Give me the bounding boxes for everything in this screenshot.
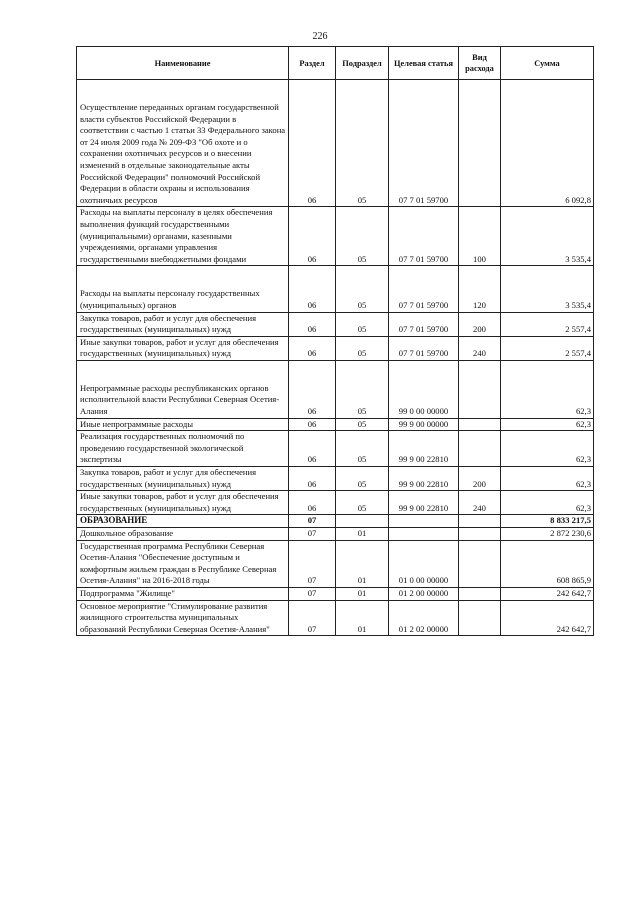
row-name: Непрограммные расходы республиканских органов исполнительной власти Республики Северная Осетия-Алания	[77, 360, 289, 418]
row-amount: 3 535,4	[501, 207, 594, 266]
row-section: 07	[289, 540, 336, 587]
row-amount: 242 642,7	[501, 587, 594, 600]
row-subsection: 05	[336, 431, 389, 467]
row-subsection: 01	[336, 528, 389, 541]
row-name: Реализация государственных полномочий по проведению государственной экологической экспертизы	[77, 431, 289, 467]
table-row	[77, 418, 594, 431]
header-target: Целевая статья	[389, 47, 459, 80]
table-row	[77, 528, 594, 541]
row-type: 240	[459, 491, 501, 515]
row-name: Дошкольное образование	[77, 528, 289, 541]
row-type	[459, 515, 501, 528]
row-target: 99 9 00 00000	[389, 418, 459, 431]
row-target: 01 2 02 00000	[389, 600, 459, 636]
row-type	[459, 600, 501, 636]
row-amount: 2 557,4	[501, 336, 594, 360]
row-section: 06	[289, 207, 336, 266]
table-row-section-total	[77, 515, 594, 528]
row-target: 01 0 00 00000	[389, 540, 459, 587]
table-row	[77, 491, 594, 515]
row-target: 99 0 00 00000	[389, 360, 459, 418]
row-subsection: 05	[336, 418, 389, 431]
row-section: 06	[289, 418, 336, 431]
table-row	[77, 600, 594, 636]
row-type: 200	[459, 312, 501, 336]
row-target: 07 7 01 59700	[389, 336, 459, 360]
row-target	[389, 528, 459, 541]
row-type: 120	[459, 266, 501, 312]
row-section: 07	[289, 600, 336, 636]
row-target: 07 7 01 59700	[389, 312, 459, 336]
row-subsection: 01	[336, 587, 389, 600]
row-name: Расходы на выплаты персоналу в целях обеспечения выполнения функций государственными (муниципальными) органами, казенными учреждениями, органами управления государственными внебюджетными фондами	[77, 207, 289, 266]
header-name: Наименование	[77, 47, 289, 80]
row-subsection: 05	[336, 312, 389, 336]
table-header-row	[77, 47, 594, 80]
row-target: 99 9 00 22810	[389, 491, 459, 515]
row-amount: 62,3	[501, 431, 594, 467]
row-amount: 3 535,4	[501, 266, 594, 312]
row-section: 06	[289, 266, 336, 312]
table-row	[77, 312, 594, 336]
table-row	[77, 207, 594, 266]
row-section: 06	[289, 491, 336, 515]
row-target: 07 7 01 59700	[389, 207, 459, 266]
row-subsection: 01	[336, 540, 389, 587]
table-row	[77, 266, 594, 312]
row-name: Закупка товаров, работ и услуг для обеспечения государственных (муниципальных) нужд	[77, 467, 289, 491]
row-amount: 8 833 217,5	[501, 515, 594, 528]
row-target	[389, 515, 459, 528]
row-name: Подпрограмма "Жилище"	[77, 587, 289, 600]
row-amount: 2 557,4	[501, 312, 594, 336]
row-name: Иные закупки товаров, работ и услуг для обеспечения государственных (муниципальных) нужд	[77, 336, 289, 360]
row-subsection: 05	[336, 80, 389, 207]
header-section: Раздел	[289, 47, 336, 80]
row-amount: 62,3	[501, 491, 594, 515]
row-section: 06	[289, 431, 336, 467]
row-subsection	[336, 515, 389, 528]
table-row	[77, 360, 594, 418]
page-number: 226	[312, 31, 328, 42]
row-subsection: 05	[336, 266, 389, 312]
row-type	[459, 80, 501, 207]
row-amount: 2 872 230,6	[501, 528, 594, 541]
row-amount: 6 092,8	[501, 80, 594, 207]
row-type	[459, 418, 501, 431]
row-type	[459, 587, 501, 600]
row-type	[459, 540, 501, 587]
row-section: 06	[289, 312, 336, 336]
row-section: 07	[289, 587, 336, 600]
row-name: Основное мероприятие "Стимулирование развития жилищного строительства муниципальных образований Республики Северная Осетия-Алания"	[77, 600, 289, 636]
row-subsection: 01	[336, 600, 389, 636]
row-subsection: 05	[336, 336, 389, 360]
row-name: Иные закупки товаров, работ и услуг для обеспечения государственных (муниципальных) нужд	[77, 491, 289, 515]
table-row	[77, 467, 594, 491]
row-section: 06	[289, 80, 336, 207]
row-type: 240	[459, 336, 501, 360]
row-type: 100	[459, 207, 501, 266]
table-row	[77, 587, 594, 600]
row-section: 07	[289, 528, 336, 541]
row-target: 01 2 00 00000	[389, 587, 459, 600]
row-subsection: 05	[336, 207, 389, 266]
row-section: 06	[289, 360, 336, 418]
row-section: 06	[289, 467, 336, 491]
budget-table	[76, 46, 594, 636]
row-amount: 62,3	[501, 418, 594, 431]
row-name: Расходы на выплаты персоналу государственных (муниципальных) органов	[77, 266, 289, 312]
row-type	[459, 360, 501, 418]
row-target: 07 7 01 59700	[389, 80, 459, 207]
row-type	[459, 431, 501, 467]
row-target: 99 9 00 22810	[389, 467, 459, 491]
row-subsection: 05	[336, 491, 389, 515]
row-type: 200	[459, 467, 501, 491]
header-amount: Сумма	[501, 47, 594, 80]
row-amount: 608 865,9	[501, 540, 594, 587]
row-name: Иные непрограммные расходы	[77, 418, 289, 431]
row-target: 99 9 00 22810	[389, 431, 459, 467]
row-subsection: 05	[336, 360, 389, 418]
row-target: 07 7 01 59700	[389, 266, 459, 312]
row-amount: 242 642,7	[501, 600, 594, 636]
header-subsection: Подраздел	[336, 47, 389, 80]
row-amount: 62,3	[501, 467, 594, 491]
table-row	[77, 80, 594, 207]
row-subsection: 05	[336, 467, 389, 491]
table-row	[77, 336, 594, 360]
row-section: 06	[289, 336, 336, 360]
table-row	[77, 540, 594, 587]
row-name: Закупка товаров, работ и услуг для обеспечения государственных (муниципальных) нужд	[77, 312, 289, 336]
row-name: Осуществление переданных органам государственной власти субъектов Российской Федерации в соответствии с частью 1 статьи 33 Федерального закона от 24 июля 2009 года № 209-ФЗ "Об охоте и о сохранении охотничьих ресурсов и о внесении изменений в отдельные законодательные акты Российской Федерации" полномочий Российской Федерации в области охраны и использования охотничьих ресурсов	[77, 80, 289, 207]
table-row	[77, 431, 594, 467]
row-name: Государственная программа Республики Северная Осетия-Алания "Обеспечение доступным и комфортным жильем граждан в Республике Северная Осетия-Алания" на 2016-2018 годы	[77, 540, 289, 587]
row-section: 07	[289, 515, 336, 528]
row-amount: 62,3	[501, 360, 594, 418]
header-expense-type: Вид расхода	[459, 47, 501, 80]
row-name: ОБРАЗОВАНИЕ	[77, 515, 289, 528]
row-type	[459, 528, 501, 541]
